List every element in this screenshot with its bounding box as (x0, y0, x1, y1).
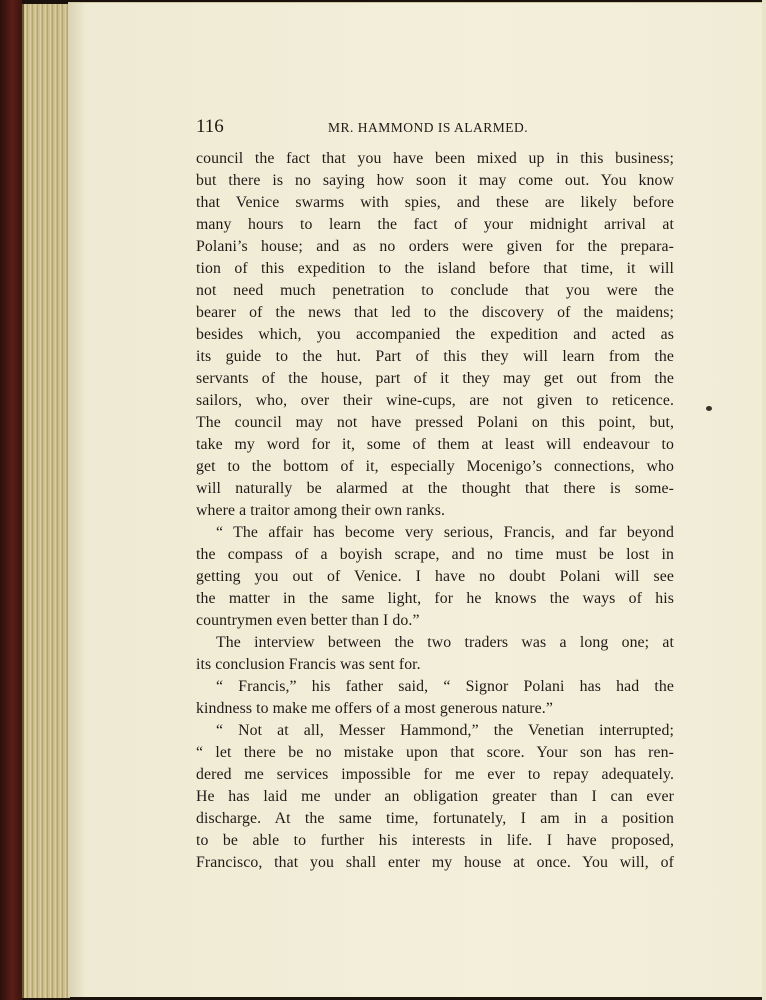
ink-spot (706, 406, 712, 411)
text-line: discharge. At the same time, fortunately, I am in a position (196, 810, 674, 827)
text-line: will naturally be alarmed at the thought that there is some- (196, 480, 674, 497)
text-line: but there is no saying how soon it may come out. You know (196, 172, 674, 189)
running-head: MR. HAMMOND IS ALARMED. (328, 120, 529, 135)
text-line: Polani’s house; and as no orders were given for the prepara- (196, 238, 674, 255)
text-line: council the fact that you have been mixed up in this business; (196, 150, 674, 167)
text-line: countrymen even better than I do.” (196, 612, 420, 629)
text-line: besides which, you accompanied the expedition and acted as (196, 326, 674, 343)
text-line: that Venice swarms with spies, and these are likely before (196, 194, 674, 211)
text-line: “ let there be no mistake upon that score. Your son has ren- (196, 744, 674, 761)
text-line: The interview between the two traders was a long one; at (216, 634, 674, 651)
text-line: bearer of the news that led to the discovery of the maidens; (196, 304, 674, 321)
page-number: 116 (196, 116, 224, 137)
text-line: servants of the house, part of it they may get out from the (196, 370, 674, 387)
text-line: Francisco, that you shall enter my house at once. You will, of (196, 854, 674, 871)
page-edges (22, 4, 70, 998)
text-line: to be able to further his interests in life. I have proposed, (196, 832, 674, 849)
text-line: getting you out of Venice. I have no doubt Polani will see (196, 568, 674, 585)
page-header (128, 114, 674, 140)
text-line: “ The affair has become very serious, Francis, and far beyond (216, 524, 674, 541)
text-line: tion of this expedition to the island before that time, it will (196, 260, 674, 277)
body-text (196, 148, 674, 874)
text-line: take my word for it, some of them at least will endeavour to (196, 436, 674, 453)
text-line: He has laid me under an obligation greater than I can ever (196, 788, 674, 805)
text-line: the compass of a boyish scrape, and no time must be lost in (196, 546, 674, 563)
text-line: “ Not at all, Messer Hammond,” the Venetian interrupted; (216, 722, 674, 739)
text-line: get to the bottom of it, especially Mocenigo’s connections, who (196, 458, 674, 475)
text-line: its guide to the hut. Part of this they will learn from the (196, 348, 674, 365)
text-line: where a traitor among their own ranks. (196, 502, 446, 519)
text-line: many hours to learn the fact of your midnight arrival at (196, 216, 674, 233)
text-line: sailors, who, over their wine-cups, are not given to reticence. (196, 392, 674, 409)
text-line: “ Francis,” his father said, “ Signor Polani has had the (216, 678, 674, 695)
text-line: The council may not have pressed Polani on this point, but, (196, 414, 674, 431)
page-right-edge (762, 0, 766, 1000)
book-binding (0, 0, 22, 1000)
text-line: dered me services impossible for me ever to repay adequately. (196, 766, 674, 783)
text-line: not need much penetration to conclude that you were the (196, 282, 674, 299)
text-line: its conclusion Francis was sent for. (196, 656, 421, 673)
text-line: kindness to make me offers of a most generous nature.” (196, 700, 553, 717)
text-line: the matter in the same light, for he knows the ways of his (196, 590, 674, 607)
